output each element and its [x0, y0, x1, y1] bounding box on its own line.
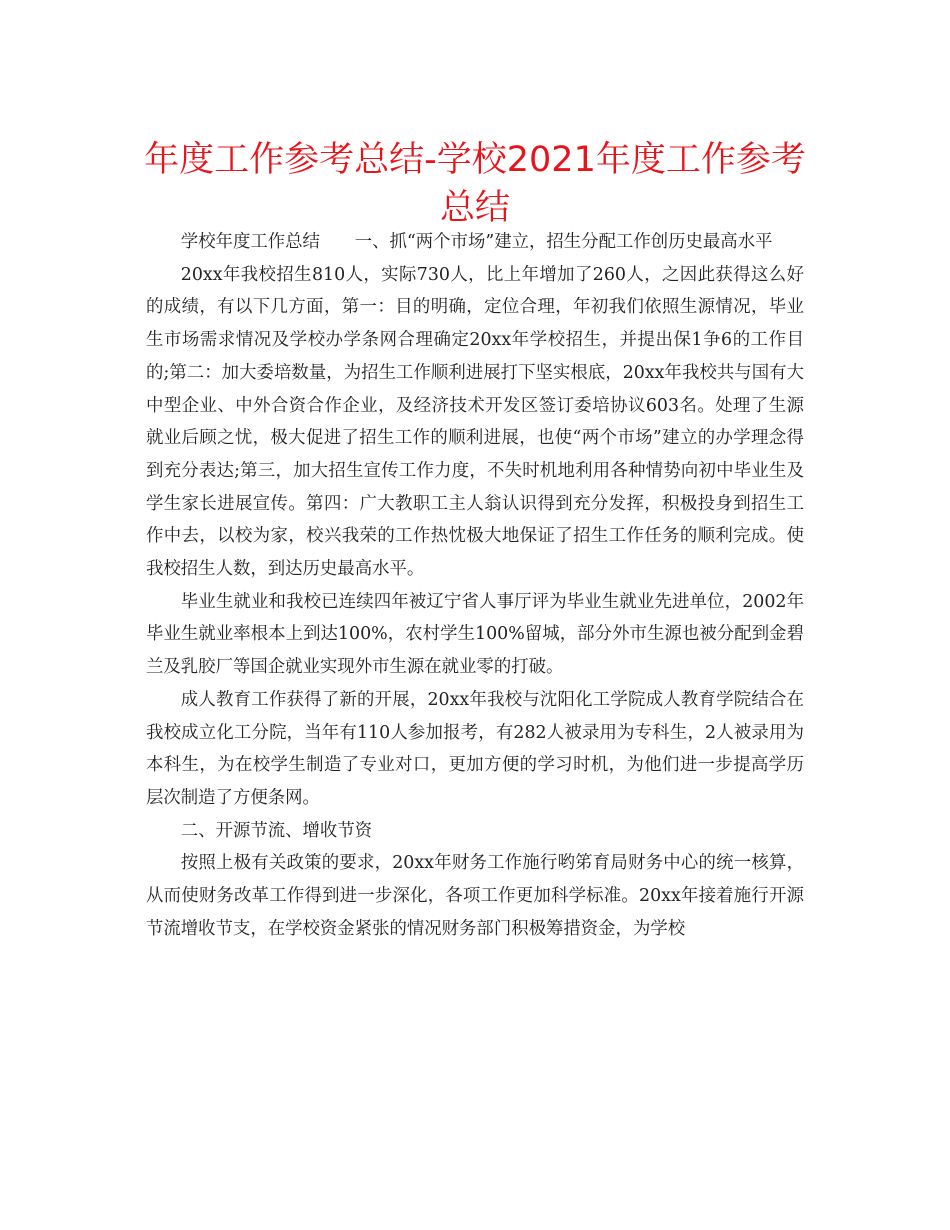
- paragraph-employment: 毕业生就业和我校已连续四年被辽宁省人事厅评为毕业生就业先进单位，2002年毕业生就业率根本上到达100%，农村学生100%留城，部分外市生源也被分配到金碧兰及乳胶厂等国企就业实现外市生源在就业零的打破。: [146, 591, 804, 678]
- section-heading-finance: 二、开源节流、增收节资: [180, 820, 373, 841]
- document-body: [146, 226, 804, 945]
- paragraph-enrollment: 20xx年我校招生810人，实际730人，比上年增加了260人，之因此获得这么好的成绩，有以下几方面，第一：目的明确，定位合理，年初我们依照生源情况，毕业生市场需求情况及学校办学条网合理确定20xx年学校招生，并提出保1争6的工作目的;第二：加大委培数量，为招生工作顺利进展打下坚实根底，20xx年我校共与国有大中型企业、中外合资合作企业，及经济技术开发区签订委培协议603名。处理了生源就业后顾之忧，极大促进了招生工作的顺利进展，也使“两个市场”建立的办学理念得到充分表达;第三，加大招生宣传工作力度，不失时机地利用各种情势向初中毕业生及学生家长进展宣传。第四：广大教职工主人翁认识得到充分发挥，积极投身到招生工作中去，以校为家，校兴我荣的工作热忱极大地保证了招生工作任务的顺利完成。使我校招生人数，到达历史最高水平。: [146, 264, 804, 580]
- paragraph-intro: 学校年度工作总结 一、抓“两个市场”建立，招生分配工作创历史最高水平: [180, 232, 773, 252]
- document-title: 年度工作参考总结-学校2021年度工作参考总结: [144, 140, 806, 228]
- paragraph-finance: 按照上极有关政策的要求，20xx年财务工作施行哟笫育局财务中心的统一核算，从而使财务改革工作得到进一步深化，各项工作更加科学标准。20xx年接着施行开源节流增收节支，在学校资金紧张的情况财务部门积极筹措资金，为学校: [146, 853, 804, 939]
- paragraph-adult-education: 成人教育工作获得了新的开展，20xx年我校与沈阳化工学院成人教育学院结合在我校成立化工分院，当年有110人参加报考，有282人被录用为专科生，2人被录用为本科生，为在校学生制造了专业对口，更加方便的学习时机，为他们进一步提高学历层次制造了方便条网。: [146, 689, 804, 808]
